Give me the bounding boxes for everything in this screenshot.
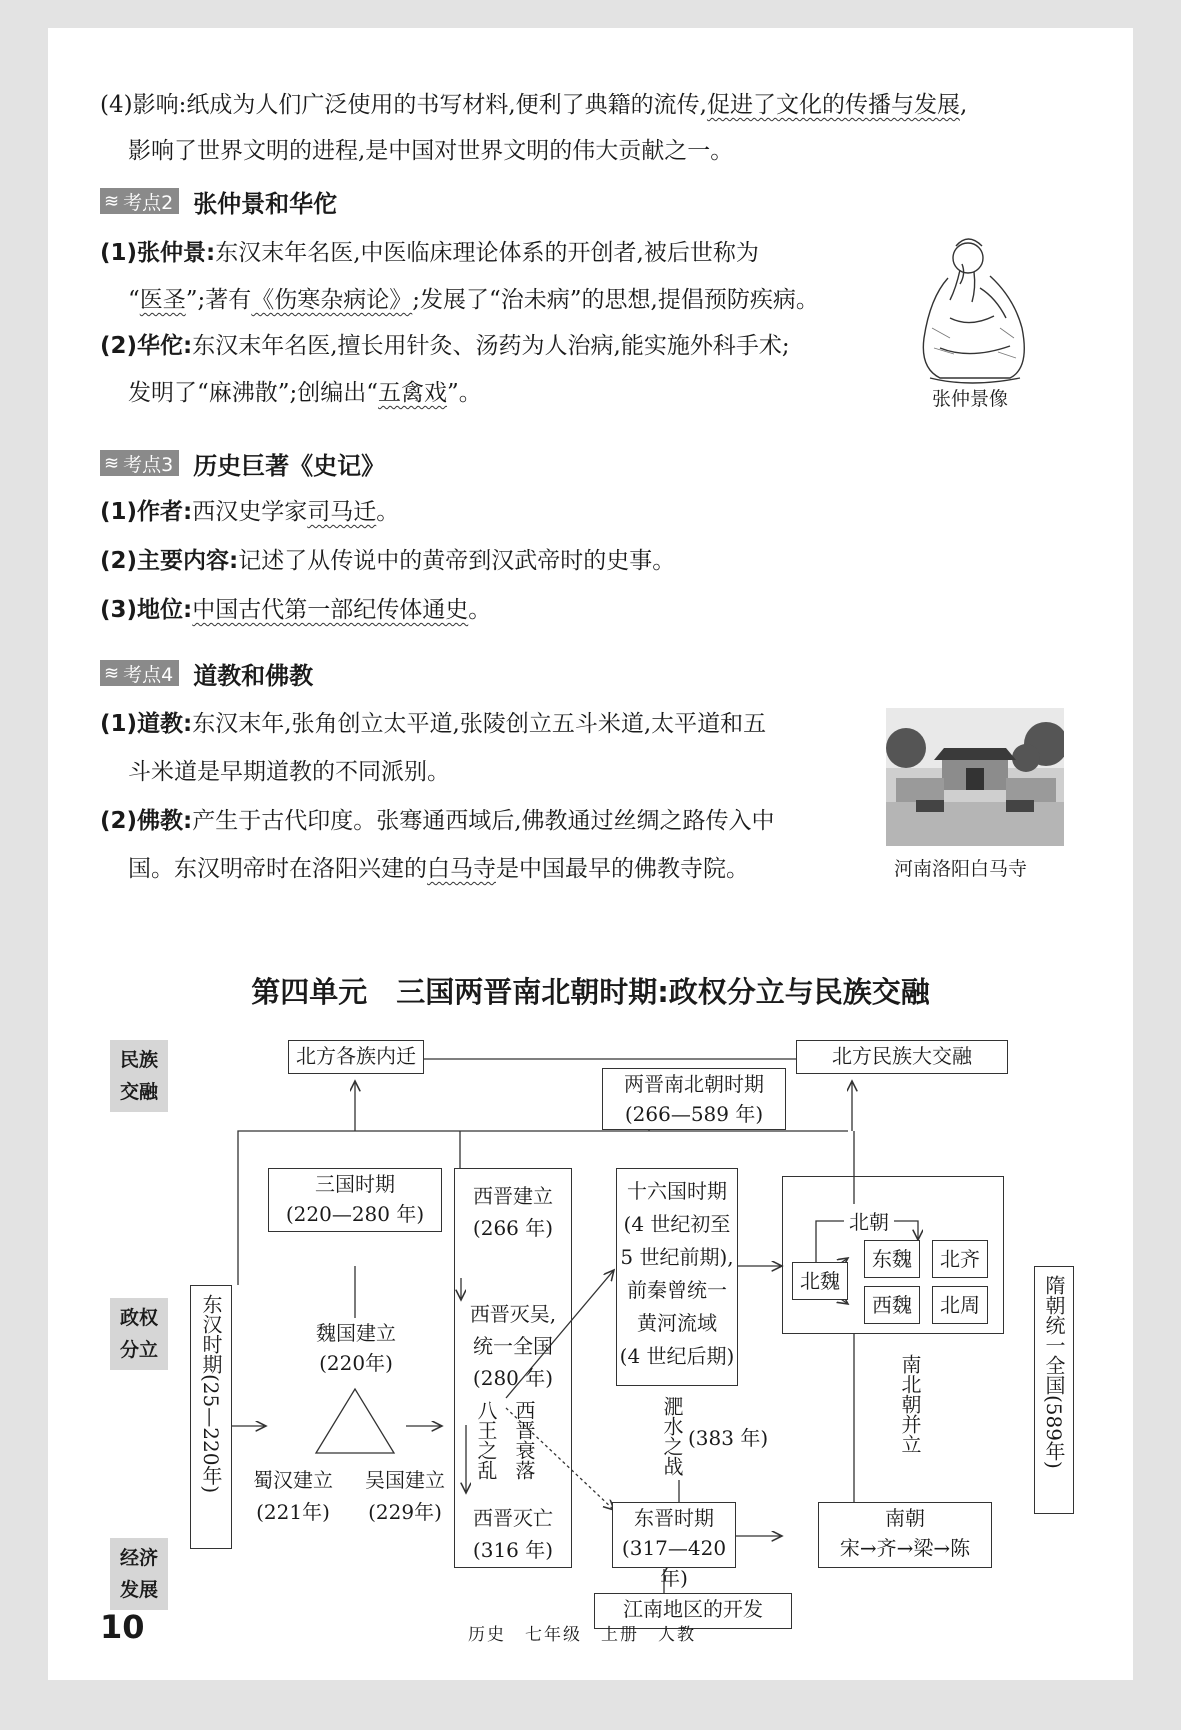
page [48, 28, 1133, 1680]
kp3-title: 历史巨著《史记》 [193, 451, 386, 480]
box-beiwei: 北魏 [792, 1262, 848, 1300]
kp2-p2-line2: 发明了“麻沸散”;创编出“五禽戏”。 [128, 380, 482, 406]
kp3-badge: ≋ 考点3 [100, 450, 179, 476]
kp2-title: 张仲景和华佗 [193, 189, 338, 218]
kp3-p1: (1)作者:西汉史学家司马迁。 [100, 499, 400, 525]
box-jin-period: 两晋南北朝时期 (266—589 年) [602, 1068, 786, 1130]
text-xijin-top: 西晋建立 (266 年) [472, 1184, 554, 1240]
temple-caption: 河南洛阳白马寺 [894, 858, 1028, 880]
text-beichao: 北朝 [844, 1206, 894, 1235]
text-xijin-decline: 西晋衰落 [512, 1400, 536, 1480]
kp4-p1: (1)道教:东汉末年,张角创立太平道,张陵创立五斗米道,太平道和五 [100, 711, 767, 737]
text-feishui-year: (383 年) [688, 1426, 769, 1450]
kp2-badge: ≋ 考点2 [100, 188, 179, 214]
box-dongwei: 东魏 [864, 1240, 920, 1278]
waves-icon: ≋ [104, 662, 118, 684]
kp4-badge: ≋ 考点4 [100, 660, 179, 686]
box-beiqi: 北齐 [932, 1240, 988, 1278]
box-north-fusion: 北方民族大交融 [796, 1040, 1008, 1074]
influence-line-1: (4)影响:纸成为人们广泛使用的书写材料,便利了典籍的流传,促进了文化的传播与发展, [100, 92, 968, 118]
kp4-title: 道教和佛教 [193, 661, 314, 690]
box-north-migration: 北方各族内迁 [288, 1040, 424, 1074]
waves-icon: ≋ [104, 452, 118, 474]
box-xiwei: 西魏 [864, 1286, 920, 1324]
text-xijin-mid: 西晋灭吴, 统一全国 (280 年) [469, 1302, 557, 1390]
text-shu: 蜀汉建立 (221年) [253, 1468, 333, 1524]
box-sui: 隋朝统一全国(589年) [1034, 1266, 1074, 1514]
unit-title: 第四单元 三国两晋南北朝时期:政权分立与民族交融 [251, 975, 930, 1009]
kp3-p3: (3)地位:中国古代第一部纪传体通史。 [100, 597, 492, 623]
box-shiliuguo: 十六国时期 (4 世纪初至 5 世纪前期), 前秦曾统一 黄河流域 (4 世纪后期) [616, 1168, 738, 1386]
side-label-jingji: 经济 发展 [110, 1538, 168, 1610]
box-donghan: 东汉时期(25—220年) [190, 1285, 232, 1549]
influence-line-2: 影响了世界文明的进程,是中国对世界文明的伟大贡献之一。 [128, 138, 734, 164]
side-label-minzu: 民族 交融 [110, 1040, 168, 1112]
text-xijin-bottom: 西晋灭亡 (316 年) [472, 1506, 554, 1562]
text-wei: 魏国建立 (220年) [316, 1321, 396, 1375]
box-nanchao: 南朝 宋→齐→梁→陈 [818, 1502, 992, 1568]
kp2-p1-line2: “医圣”;著有《伤寒杂病论》;发展了“治未病”的思想,提倡预防疾病。 [128, 287, 819, 313]
page-number: 10 [100, 1608, 145, 1646]
kp4-p2: (2)佛教:产生于古代印度。张骞通西域后,佛教通过丝绸之路传入中 [100, 808, 775, 834]
portrait-caption: 张仲景像 [932, 388, 1009, 410]
waves-icon: ≋ [104, 190, 118, 212]
text-feishui: 淝水之战 [660, 1396, 684, 1476]
kp3-p2: (2)主要内容:记述了从传说中的黄帝到汉武帝时的史事。 [100, 548, 676, 574]
kp2-p1: (1)张仲景:东汉末年名医,中医临床理论体系的开创者,被后世称为 [100, 240, 759, 266]
kp2-p2: (2)华佗:东汉末年名医,擅长用针灸、汤药为人治病,能实施外科手术; [100, 333, 790, 359]
text-bawang: 八王之乱 [474, 1400, 498, 1480]
box-beizhou: 北周 [932, 1286, 988, 1324]
box-jiangnan: 江南地区的开发 [594, 1593, 792, 1629]
footer-text: 历史 七年级 上册 人教 [468, 1625, 696, 1645]
kp4-p2-line2: 国。东汉明帝时在洛阳兴建的白马寺是中国最早的佛教寺院。 [128, 856, 749, 882]
box-dongjin: 东晋时期 (317—420 年) [612, 1502, 736, 1568]
text-wu: 吴国建立 (229年) [365, 1468, 445, 1524]
box-sanguo: 三国时期 (220—280 年) [268, 1168, 442, 1232]
kp4-p1-line2: 斗米道是早期道教的不同派别。 [128, 759, 450, 785]
text-nanbei: 南北朝并立 [898, 1354, 922, 1454]
side-label-zhengquan: 政权 分立 [110, 1298, 168, 1370]
